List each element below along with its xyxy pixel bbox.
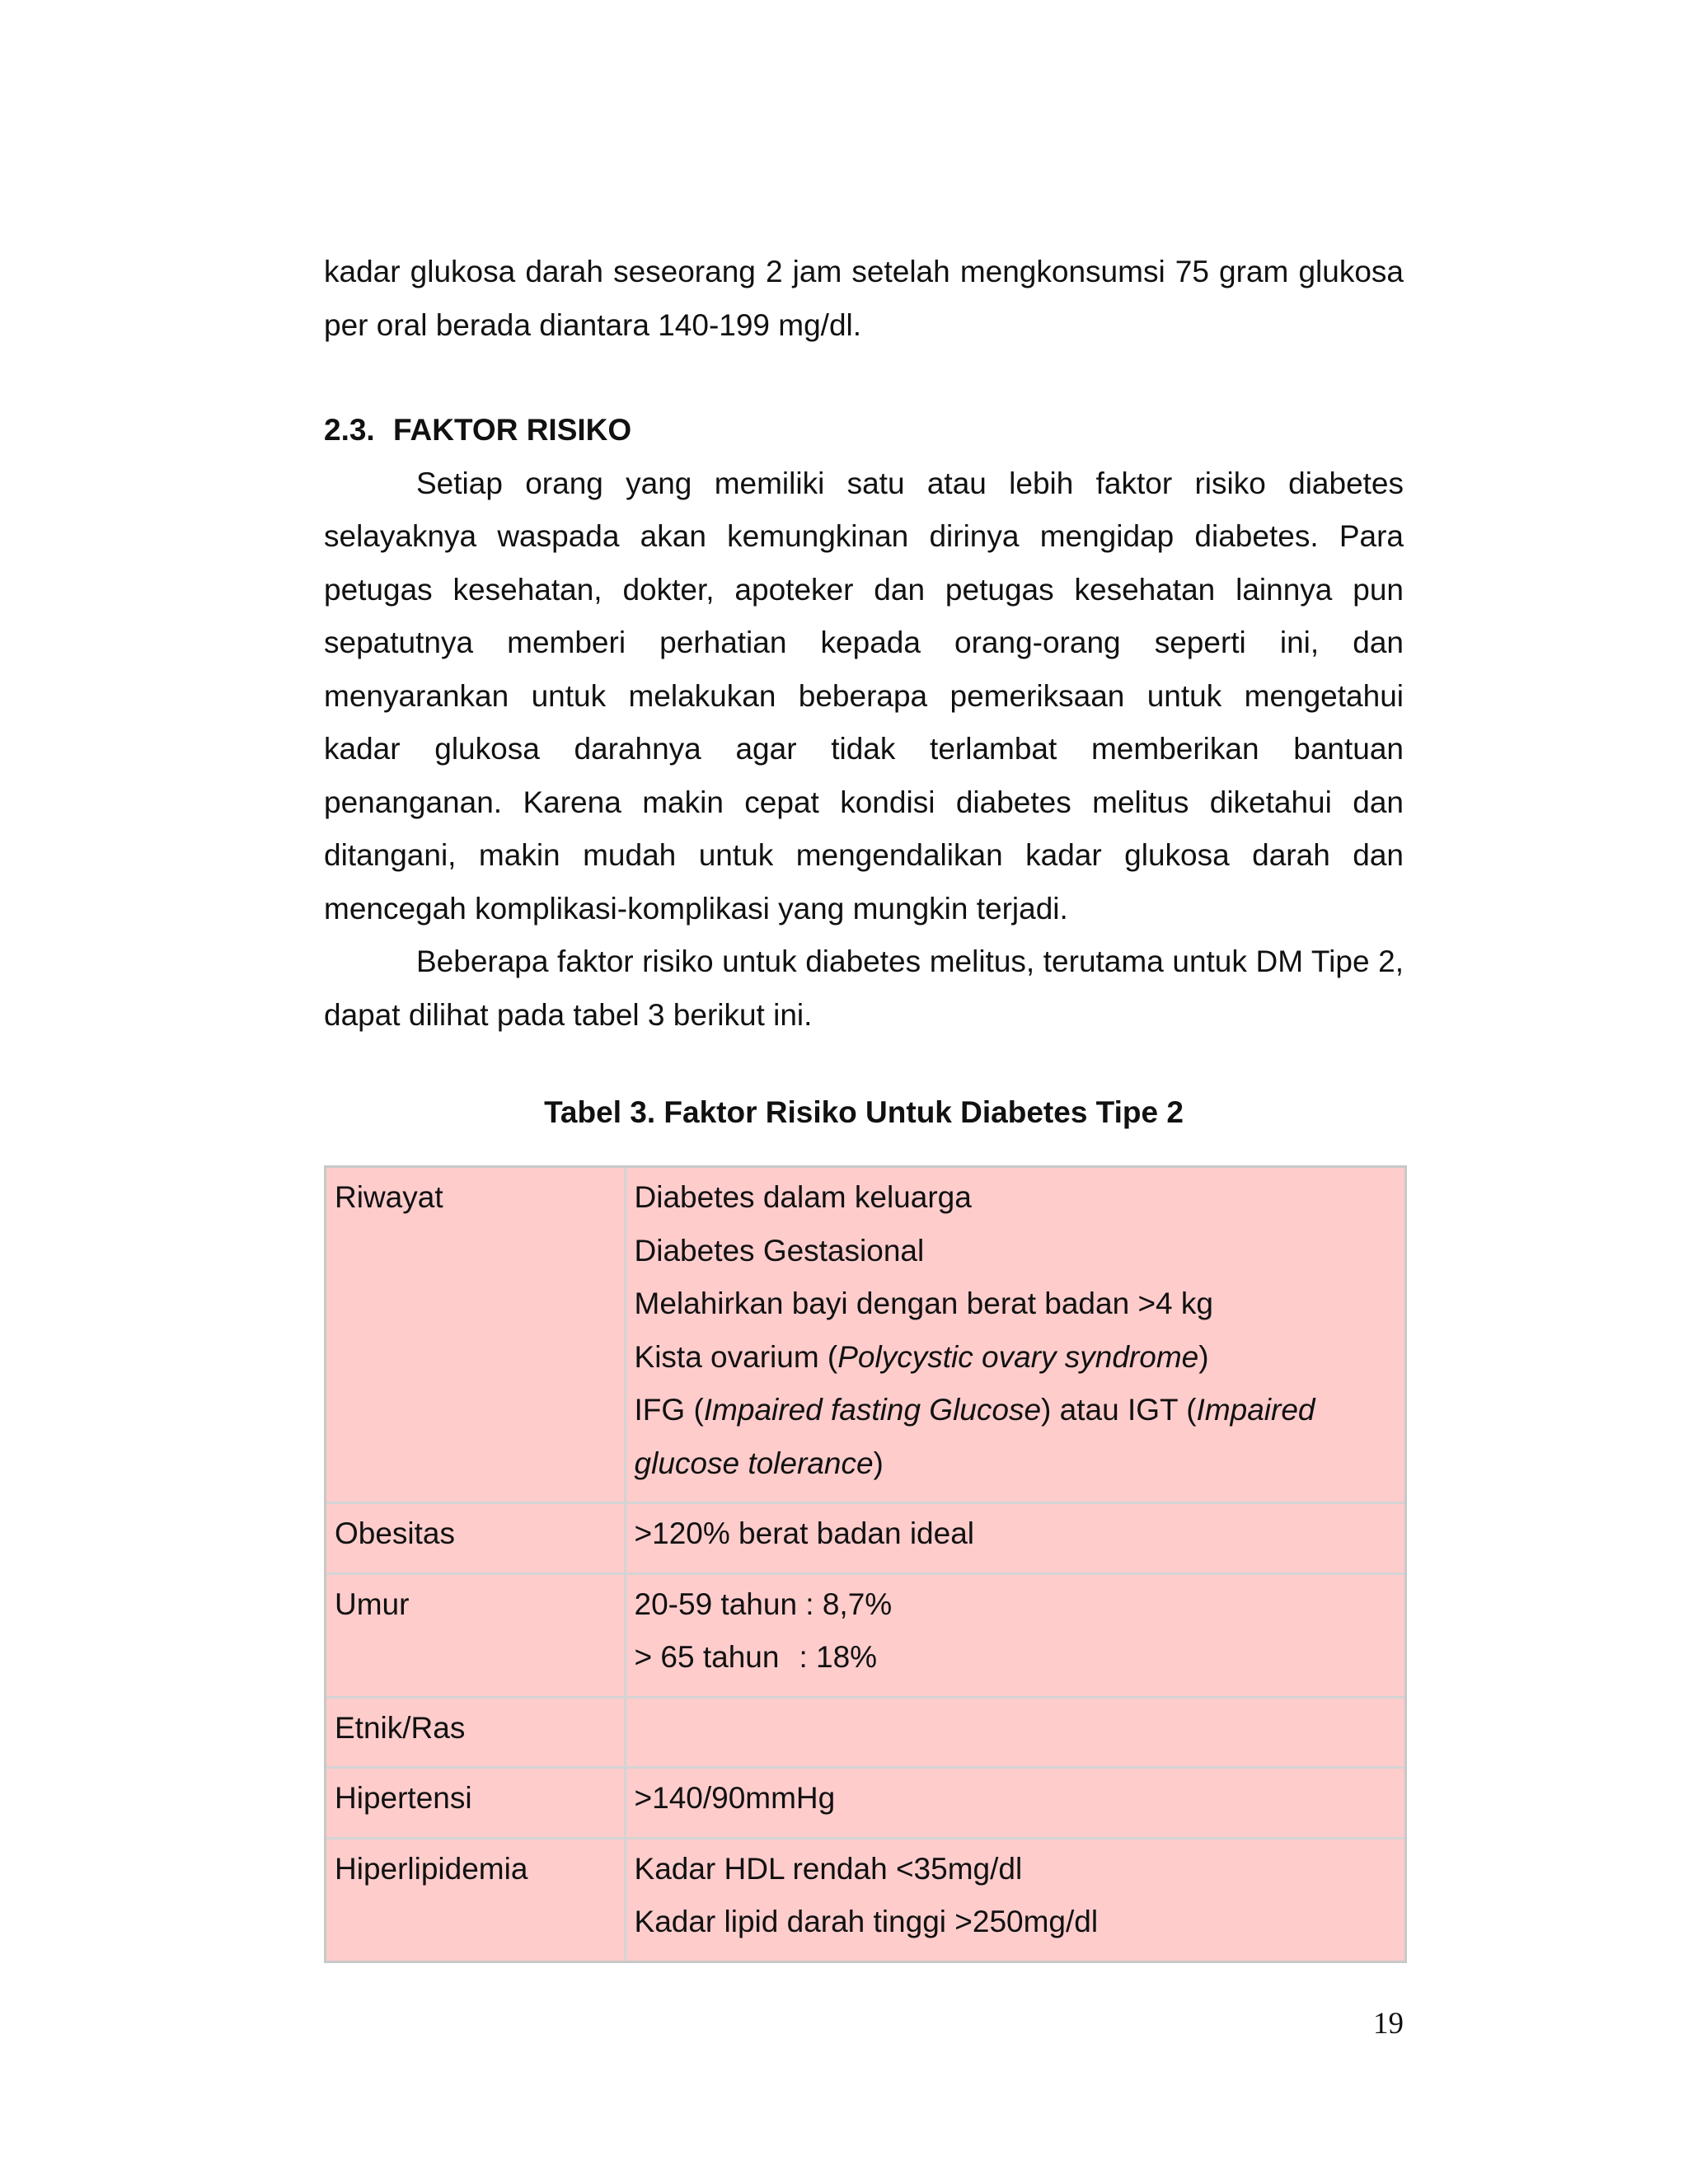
detail-text: ) atau IGT (: [1041, 1393, 1197, 1427]
detail-line: [635, 1631, 1396, 1685]
detail-cell: >120% berat badan ideal: [624, 1502, 1404, 1572]
detail-text: Kista ovarium (: [634, 1339, 838, 1374]
detail-text: > 65 tahun: [634, 1640, 780, 1674]
detail-line: 20-59 tahun : 8,7%: [634, 1586, 893, 1621]
table-row: [326, 1502, 1404, 1572]
factor-cell: Etnik/Ras: [326, 1696, 624, 1767]
detail-italic-text: Impaired fasting Glucose: [703, 1393, 1042, 1427]
detail-cell: [624, 1168, 1404, 1502]
detail-cell: [624, 1696, 1404, 1767]
detail-line: Kadar lipid darah tinggi >250mg/dl: [634, 1905, 1099, 1938]
detail-line: Kadar HDL rendah <35mg/dl: [634, 1851, 1023, 1886]
factor-cell: Hipertensi: [326, 1766, 624, 1837]
factor-cell: Hiperlipidemia: [326, 1837, 624, 1961]
table-caption: Tabel 3. Faktor Risiko Untuk Diabetes Tipe 2: [544, 1095, 1184, 1129]
detail-italic-text: Polycystic ovary syndrome: [837, 1339, 1199, 1374]
section-number: 2.3.: [324, 413, 375, 447]
detail-text: IFG (: [634, 1393, 704, 1427]
factor-cell: Obesitas: [326, 1502, 624, 1572]
detail-cell: [624, 1572, 1404, 1696]
detail-italic-text: Impaired glucose tolerance: [634, 1393, 1315, 1480]
section-paragraph-2: Beberapa faktor risiko untuk diabetes melitus, terutama untuk DM Tipe 2, dapat dilihat pada tabel 3 berikut ini.: [324, 944, 1404, 1032]
table-row: [326, 1696, 1404, 1767]
intro-paragraph: kadar glukosa darah seseorang 2 jam setelah mengkonsumsi 75 gram glukosa per oral berada diantara 140-199 mg/dl.: [324, 255, 1404, 342]
detail-line: Melahirkan bayi dengan berat badan >4 kg: [634, 1286, 1213, 1320]
detail-line: [635, 1331, 1396, 1385]
factor-cell: Riwayat: [326, 1168, 624, 1502]
detail-text: ): [1198, 1339, 1209, 1374]
detail-line: [635, 1384, 1396, 1490]
table-row: [326, 1572, 1404, 1696]
intro-block: [324, 246, 1404, 352]
table-row: [326, 1837, 1404, 1961]
detail-cell: [624, 1837, 1404, 1961]
section-heading: [324, 404, 1404, 457]
detail-text: : 18%: [799, 1640, 878, 1674]
risk-factor-table: [324, 1165, 1407, 1963]
detail-line: Diabetes dalam keluarga: [634, 1180, 972, 1214]
factor-cell: Umur: [326, 1572, 624, 1696]
section-faktor-risiko: [324, 404, 1404, 1042]
section-paragraph-1: Setiap orang yang memiliki satu atau lebih faktor risiko diabetes selayaknya waspada akan kemungkinan dirinya mengidap diabetes. Para petugas kesehatan, dokter, apoteker dan petugas kesehatan lainnya pun sepatutnya memberi perhatian kepada orang-orang seperti ini, dan menyarankan untuk melakukan beberapa pemeriksaan untuk mengetahui kadar glukosa darahnya agar tidak terlambat memberikan bantuan penanganan. Karena makin cepat kondisi diabetes melitus diketahui dan ditangani, makin mudah untuk mengendalikan kadar glukosa darah dan mencegah komplikasi-komplikasi yang mungkin terjadi.: [324, 466, 1404, 926]
section-title: FAKTOR RISIKO: [393, 413, 632, 447]
page-number: 19: [1373, 2007, 1404, 2041]
detail-cell: >140/90mmHg: [624, 1766, 1404, 1837]
table-row: [326, 1766, 1404, 1837]
table-row: [326, 1168, 1404, 1502]
detail-line: Diabetes Gestasional: [634, 1233, 925, 1268]
detail-text: ): [873, 1446, 884, 1480]
